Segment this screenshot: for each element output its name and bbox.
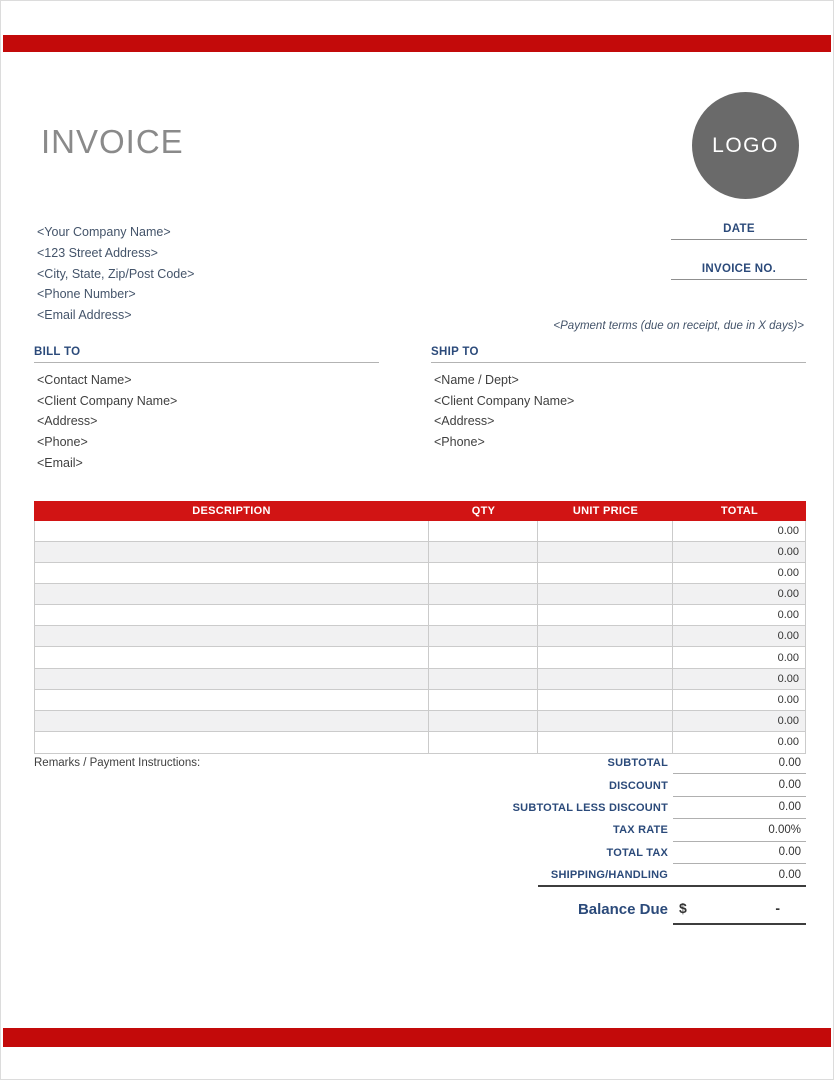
balance-due-value: [673, 893, 806, 925]
cell-qty[interactable]: [429, 542, 538, 562]
summary-row-discount: [431, 774, 806, 796]
cell-total: 0.00: [777, 567, 799, 580]
totals-summary: [431, 752, 806, 886]
summary-label: SHIPPING/HANDLING: [550, 869, 668, 882]
cell-unit-price[interactable]: [538, 563, 673, 583]
bill-phone-field[interactable]: <Phone>: [37, 435, 88, 450]
ship-to-block: [434, 370, 574, 453]
cell-total: 0.00: [777, 672, 799, 685]
summary-value: 0.00: [673, 842, 806, 864]
cell-total: 0.00: [777, 630, 799, 643]
summary-value[interactable]: 0.00%: [673, 819, 806, 841]
company-phone-field[interactable]: <Phone Number>: [37, 287, 136, 302]
cell-unit-price[interactable]: [538, 521, 673, 541]
column-header-unit-price: UNIT PRICE: [572, 505, 639, 517]
summary-label: SUBTOTAL LESS DISCOUNT: [512, 801, 668, 814]
bill-email-field[interactable]: <Email>: [37, 455, 83, 470]
company-name-field[interactable]: <Your Company Name>: [37, 225, 171, 239]
top-accent-bar: [3, 35, 831, 52]
summary-row-subtotal-less-discount: [431, 797, 806, 819]
cell-description[interactable]: [35, 563, 429, 583]
table-row: [35, 732, 805, 753]
balance-separator-line: [538, 885, 806, 887]
summary-label: SUBTOTAL: [607, 757, 668, 770]
balance-due-row: [431, 893, 806, 925]
bill-contact-field[interactable]: <Contact Name>: [37, 373, 132, 387]
invoice-no-field[interactable]: [671, 263, 807, 280]
remarks-label[interactable]: Remarks / Payment Instructions:: [34, 757, 201, 769]
cell-description[interactable]: [35, 542, 429, 562]
summary-row-shipping-handling: [431, 864, 806, 886]
cell-description[interactable]: [35, 732, 429, 753]
company-city-field[interactable]: <City, State, Zip/Post Code>: [37, 266, 195, 281]
cell-total: 0.00: [777, 714, 799, 727]
summary-row-tax-rate: [431, 819, 806, 841]
ship-name-field[interactable]: <Name / Dept>: [434, 373, 519, 387]
summary-value[interactable]: 0.00: [673, 864, 806, 886]
cell-qty[interactable]: [429, 690, 538, 710]
page-title: INVOICE: [41, 123, 184, 160]
cell-unit-price[interactable]: [538, 584, 673, 604]
bill-to-block: [37, 370, 177, 474]
table-row: [35, 647, 805, 668]
table-row: [35, 563, 805, 584]
table-row: [35, 584, 805, 605]
summary-row-subtotal: [431, 752, 806, 774]
cell-description[interactable]: [35, 711, 429, 731]
cell-unit-price[interactable]: [538, 605, 673, 625]
table-row: [35, 711, 805, 732]
cell-unit-price[interactable]: [538, 669, 673, 689]
summary-value[interactable]: 0.00: [673, 774, 806, 796]
cell-total: 0.00: [777, 588, 799, 601]
cell-qty[interactable]: [429, 732, 538, 753]
cell-unit-price[interactable]: [538, 732, 673, 753]
table-body: [34, 521, 806, 754]
balance-amount: -: [775, 900, 780, 916]
table-row: [35, 669, 805, 690]
date-field[interactable]: [671, 223, 807, 240]
cell-qty[interactable]: [429, 711, 538, 731]
table-header-row: [34, 501, 806, 521]
cell-unit-price[interactable]: [538, 690, 673, 710]
summary-value: 0.00: [673, 752, 806, 774]
summary-label: TAX RATE: [613, 824, 668, 837]
column-header-qty: QTY: [471, 505, 496, 517]
cell-unit-price[interactable]: [538, 647, 673, 667]
cell-description[interactable]: [35, 626, 429, 646]
cell-qty[interactable]: [429, 647, 538, 667]
cell-description[interactable]: [35, 584, 429, 604]
ship-company-field[interactable]: <Client Company Name>: [434, 393, 575, 408]
ship-to-heading: SHIP TO: [431, 346, 806, 363]
ship-address-field[interactable]: <Address>: [434, 414, 495, 429]
cell-qty[interactable]: [429, 605, 538, 625]
date-label: DATE: [723, 223, 755, 235]
table-row: [35, 521, 805, 542]
cell-unit-price[interactable]: [538, 626, 673, 646]
column-header-total: TOTAL: [720, 505, 759, 517]
cell-description[interactable]: [35, 605, 429, 625]
balance-due-label: Balance Due: [577, 900, 668, 918]
table-row: [35, 626, 805, 647]
cell-qty[interactable]: [429, 626, 538, 646]
line-items-table: [34, 501, 806, 754]
logo-label: LOGO: [712, 133, 779, 157]
cell-description[interactable]: [35, 669, 429, 689]
payment-terms-field[interactable]: <Payment terms (due on receipt, due in X days)>: [553, 320, 804, 332]
cell-qty[interactable]: [429, 521, 538, 541]
cell-total: 0.00: [777, 525, 799, 538]
bill-address-field[interactable]: <Address>: [37, 414, 98, 429]
cell-total: 0.00: [777, 693, 799, 706]
summary-label: DISCOUNT: [608, 779, 668, 792]
company-info-block: [37, 222, 194, 326]
column-header-description: DESCRIPTION: [192, 505, 271, 517]
cell-qty[interactable]: [429, 584, 538, 604]
cell-unit-price[interactable]: [538, 542, 673, 562]
cell-description[interactable]: [35, 647, 429, 667]
cell-total: 0.00: [777, 546, 799, 559]
bill-company-field[interactable]: <Client Company Name>: [37, 393, 178, 408]
summary-value: 0.00: [673, 797, 806, 819]
summary-row-total-tax: [431, 842, 806, 864]
cell-unit-price[interactable]: [538, 711, 673, 731]
cell-total: 0.00: [777, 736, 799, 749]
cell-total: 0.00: [777, 609, 799, 622]
currency-symbol: $: [679, 900, 687, 916]
bottom-accent-bar: [3, 1028, 831, 1047]
cell-total: 0.00: [777, 651, 799, 664]
table-row: [35, 690, 805, 711]
company-street-field[interactable]: <123 Street Address>: [37, 245, 158, 260]
bill-to-heading: BILL TO: [34, 346, 379, 363]
summary-label: TOTAL TAX: [606, 846, 668, 859]
cell-description[interactable]: [35, 521, 429, 541]
cell-qty[interactable]: [429, 669, 538, 689]
table-row: [35, 605, 805, 626]
cell-qty[interactable]: [429, 563, 538, 583]
ship-phone-field[interactable]: <Phone>: [434, 435, 485, 450]
invoice-no-label: INVOICE NO.: [701, 263, 777, 275]
table-row: [35, 542, 805, 563]
logo-placeholder: [692, 92, 799, 199]
company-email-field[interactable]: <Email Address>: [37, 308, 132, 323]
cell-description[interactable]: [35, 690, 429, 710]
